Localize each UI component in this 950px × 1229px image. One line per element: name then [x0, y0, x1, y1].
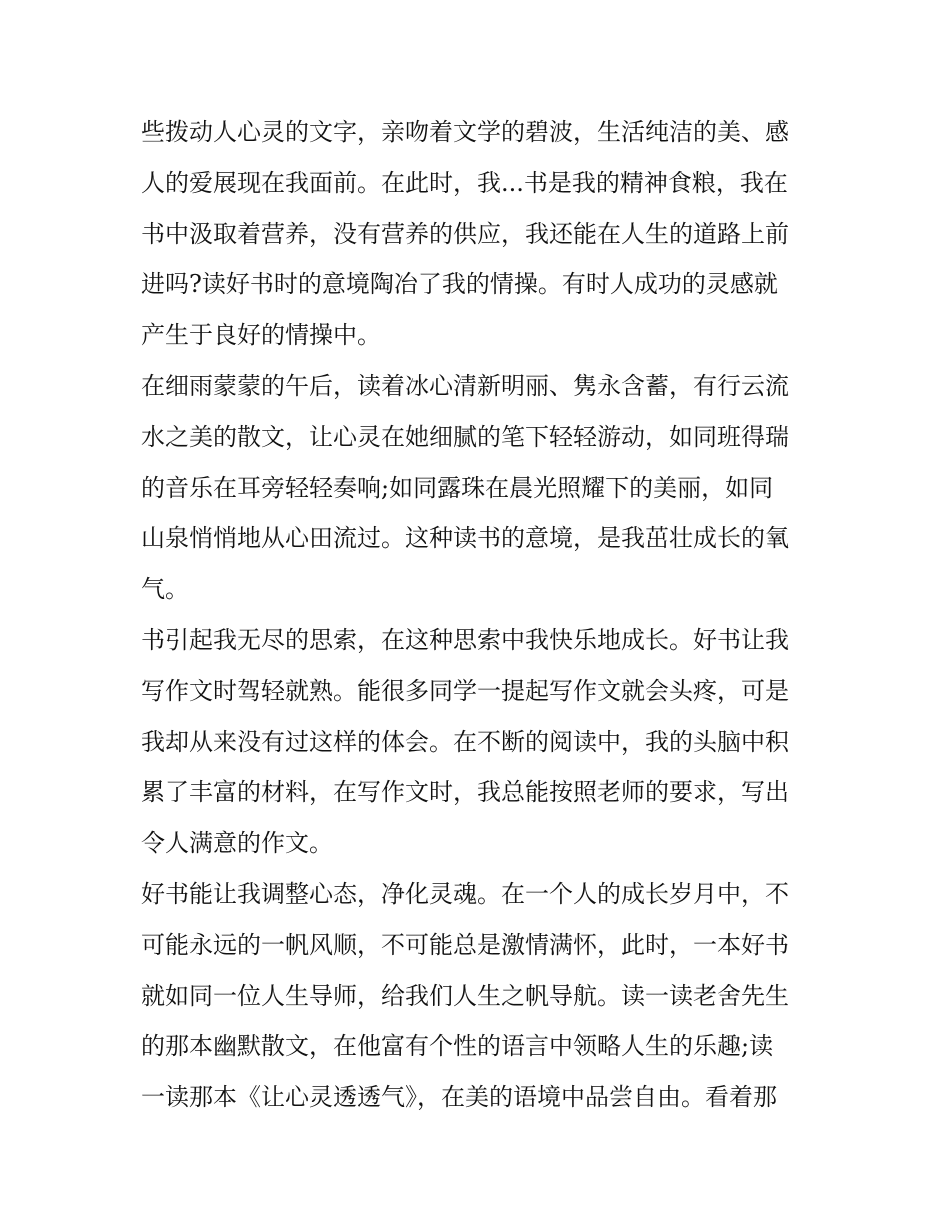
text-line: 的那本幽默散文，在他富有个性的语言中领略人生的乐趣;读 — [141, 1032, 774, 1061]
text-line: 在细雨蒙蒙的午后，读着冰心清新明丽、隽永含蓄，有行云流 — [141, 371, 789, 400]
text-line: 好书能让我调整心态，净化灵魂。在一个人的成长岁月中，不 — [141, 879, 789, 908]
text-line: 写作文时驾轻就熟。能很多同学一提起写作文就会头疼，可是 — [141, 676, 789, 705]
body-text — [141, 107, 815, 1123]
text-line: 一读那本《让心灵透透气》，在美的语境中品尝自由。看着那 — [141, 1083, 777, 1112]
text-line: 书引起我无尽的思索，在这种思索中我快乐地成长。好书让我 — [141, 625, 789, 654]
text-line: 气。 — [141, 575, 189, 604]
text-line: 我却从来没有过这样的体会。在不断的阅读中，我的头脑中积 — [141, 727, 789, 756]
text-line: 水之美的散文，让心灵在她细腻的笔下轻轻游动，如同班得瑞 — [141, 422, 789, 451]
text-line: 进吗?读好书时的意境陶冶了我的情操。有时人成功的灵感就 — [141, 270, 778, 299]
text-line: 就如同一位人生导师，给我们人生之帆导航。读一读老舍先生 — [141, 981, 789, 1010]
text-line: 可能永远的一帆风顺，不可能总是激情满怀，此时，一本好书 — [141, 930, 789, 959]
text-line: 山泉悄悄地从心田流过。这种读书的意境，是我茁壮成长的氧 — [141, 524, 789, 553]
text-line: 人的爱展现在我面前。在此时，我...书是我的精神食粮，我在 — [141, 168, 788, 197]
text-line: 些拨动人心灵的文字，亲吻着文学的碧波，生活纯洁的美、感 — [141, 118, 789, 146]
text-line: 产生于良好的情操中。 — [141, 321, 381, 350]
text-line: 令人满意的作文。 — [141, 829, 333, 858]
text-line: 书中汲取着营养，没有营养的供应，我还能在人生的道路上前 — [141, 219, 789, 248]
text-line: 累了丰富的材料，在写作文时，我总能按照老师的要求，写出 — [141, 778, 789, 807]
text-line: 的音乐在耳旁轻轻奏响;如同露珠在晨光照耀下的美丽，如同 — [141, 473, 774, 502]
